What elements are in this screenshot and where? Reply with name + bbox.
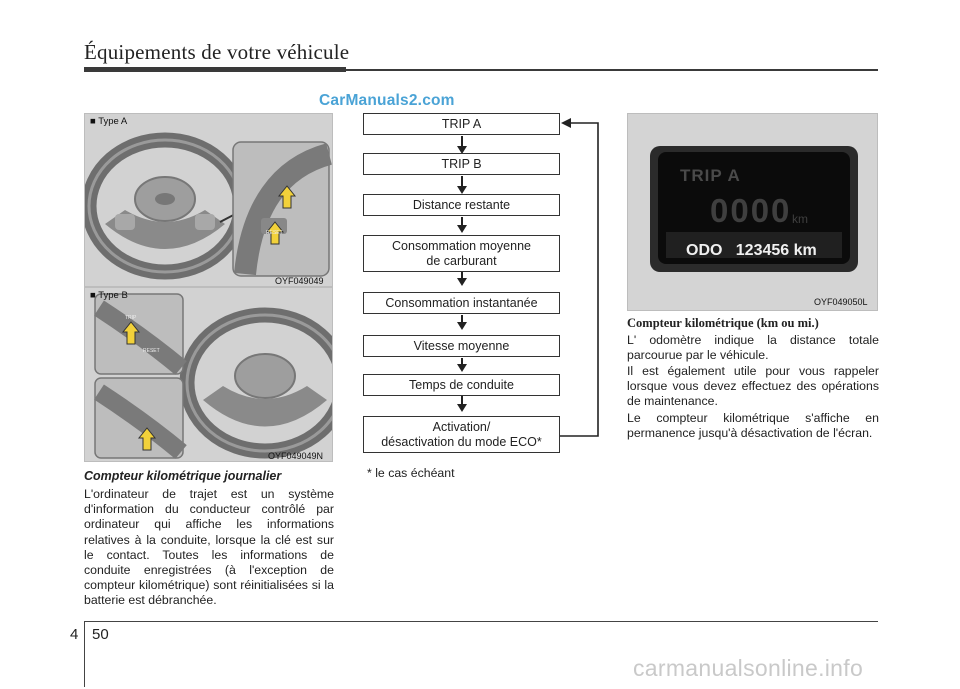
reset-button-label-b: RESET: [143, 348, 160, 354]
odometer-paragraph-1: L' odomètre indique la distance totale parcourue par le véhicule.: [627, 333, 879, 363]
display-trip-label: TRIP A: [680, 166, 741, 185]
steering-wheel-type-a-graphic: [85, 114, 332, 286]
odometer-paragraph-3: Le compteur kilométrique s'affiche en permanence jusqu'à désactivation de l'écran.: [627, 411, 879, 441]
flow-step-trip-b: TRIP B: [363, 153, 560, 175]
trip-button-label: TRIP: [125, 315, 137, 321]
flow-step-trip-a: TRIP A: [363, 113, 560, 135]
watermark-bottom: carmanualsonline.info: [633, 655, 864, 681]
flow-step-driving-time: Temps de conduite: [363, 374, 560, 396]
watermark-top: CarManuals2.com: [319, 92, 455, 109]
page-header-title: Équipements de votre véhicule: [84, 40, 350, 64]
flowchart-footnote: * le cas échéant: [367, 466, 455, 480]
trip-computer-heading: Compteur kilométrique journalier: [84, 469, 282, 483]
flow-step-average-speed: Vitesse moyenne: [363, 335, 560, 357]
steering-wheel-image-type-a: [84, 113, 333, 287]
flow-step-average-consumption: Consommation moyenne de carburant: [363, 235, 560, 272]
odometer-display-image: [627, 113, 878, 311]
flow-step-eco-mode: Activation/ désactivation du mode ECO*: [363, 416, 560, 453]
header-bar: [84, 67, 346, 72]
type-b-label: ■ Type B: [90, 290, 128, 301]
odometer-heading: Compteur kilométrique (km ou mi.): [627, 316, 819, 330]
odometer-paragraph-2: Il est également utile pour vous rappeler lorsque vous devez effectuez des opérations de maintenance.: [627, 364, 879, 409]
display-trip-unit: km: [792, 212, 808, 226]
type-b-image-code: OYF049049N: [268, 451, 324, 461]
trip-computer-body: L'ordinateur de trajet est un système d'information du conducteur contrôlé par ordinateur qui affiche les informations relatives à la conduite, lorsque la clé est sur le contact. Toutes les informations de conduite enregistrées (à l'exception de compteur kilométrique) sont réinitialisées si la batterie est débranchée.: [84, 487, 334, 608]
flow-step-distance-remaining: Distance restante: [363, 194, 560, 216]
steering-wheel-type-b-graphic: [85, 288, 332, 461]
flow-step-instant-consumption: Consommation instantanée: [363, 292, 560, 314]
display-odometer-reading: ODO 123456 km: [686, 242, 817, 259]
display-trip-digits: 0000: [710, 192, 792, 229]
chapter-number: 4: [70, 626, 79, 643]
footer-divider: [84, 621, 85, 687]
footer-rule: [84, 621, 878, 622]
reset-button-label: RESET: [266, 230, 283, 236]
page-number: 50: [92, 626, 109, 643]
type-a-image-code: OYF049049: [275, 276, 324, 286]
odometer-image-code: OYF049050L: [814, 297, 868, 307]
type-a-label: ■ Type A: [90, 116, 128, 127]
steering-wheel-image-type-b: [84, 287, 333, 462]
header-rule: [346, 69, 878, 71]
